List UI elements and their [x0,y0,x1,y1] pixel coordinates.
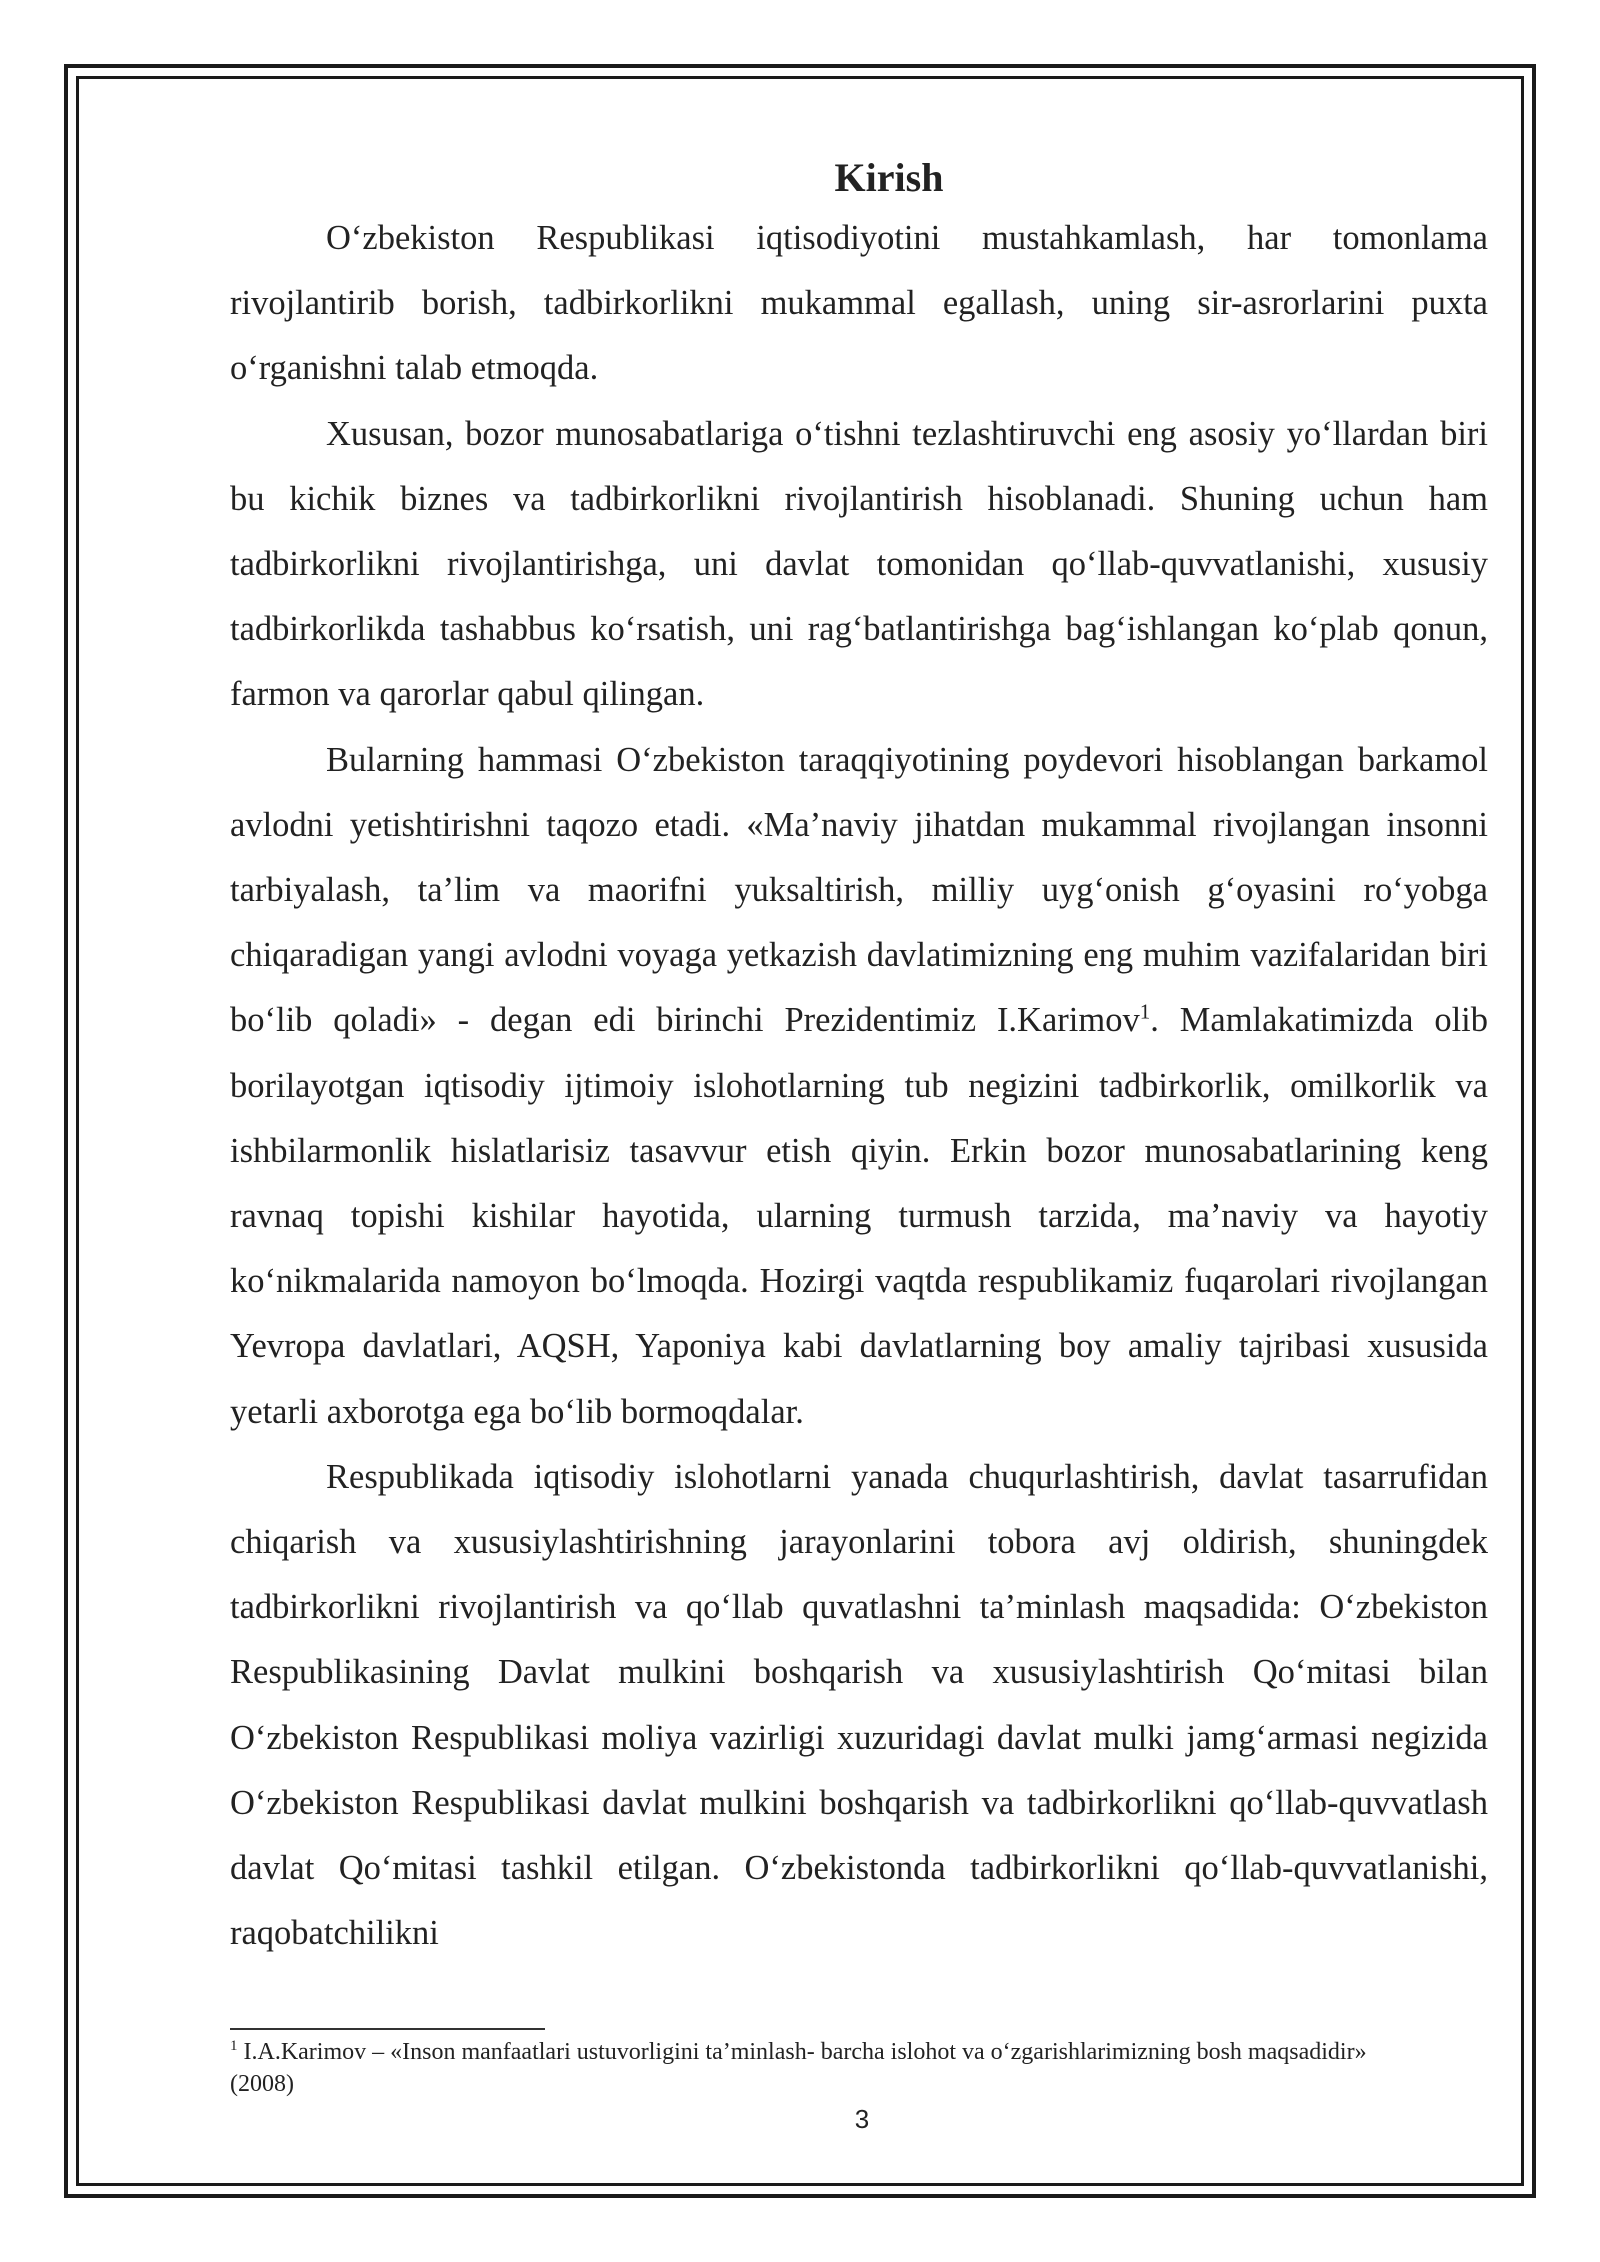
paragraph-3-text-start: Bularning hammasi O‘zbekiston taraqqiyotining poydevori hisoblangan barkamol avlodni yetishtirishni taqozo etadi. «Ma’naviy jihatdan mukammal rivojlangan insonni tarbiyalash, ta’lim va maorifni yuksaltirish, milliy uyg‘onish g‘oyasini ro‘yobga chiqaradigan yangi avlodni voyaga yetkazish davlatimizning eng muhim vazifalaridan biri bo‘lib qoladi» - degan edi birinchi Prezidentimiz I.Karimov [230,740,1488,1040]
footnote-reference: 1 [1139,999,1151,1024]
footnote-text: I.A.Karimov – «Inson manfaatlari ustuvorligini ta’minlash- barcha islohot va o‘zgarishlarimizning bosh maqsadidir» (2008) [230,2039,1367,2097]
paragraph-4: Respublikada iqtisodiy islohotlarni yanada chuqurlashtirish, davlat tasarrufidan chiqarish va xususiylashtirishning jarayonlarini tobora avj oldirish, shuningdek tadbirkorlikni rivojlantirish va qo‘llab quvatlashni ta’minlash maqsadida: O‘zbekiston Respublikasining Davlat mulkini boshqarish va xususiylashtirish Qo‘mitasi bilan O‘zbekiston Respublikasi moliya vazirligi xuzuridagi davlat mulki jamg‘armasi negizida O‘zbekiston Respublikasi davlat mulkini boshqarish va tadbirkorlikni qo‘llab-quvvatlash davlat Qo‘mitasi tashkil etilgan. O‘zbekistonda tadbirkorlikni qo‘llab-quvvatlanishi, raqobatchilikni [230,1457,1488,1953]
footnote-separator [230,2028,545,2030]
paragraph-2: Xususan, bozor munosabatlariga o‘tishni tezlashtiruvchi eng asosiy yo‘llardan biri bu kichik biznes va tadbirkorlikni rivojlantirish hisoblanadi. Shuning uchun ham tadbirkorlikni rivojlantirishga, uni davlat tomonidan qo‘llab-quvvatlanishi, xususiy tadbirkorlikda tashabbus ko‘rsatish, uni rag‘batlantirishga bag‘ishlangan ko‘plab qonun, farmon va qarorlar qabul qilingan. [230,414,1488,714]
paragraph-3-text-end: . Mamlakatimizda olib borilayotgan iqtisodiy ijtimoiy islohotlarning tub negizini tadbirkorlik, omilkorlik va ishbilarmonlik hislatlarisiz tasavvur etish qiyin. Erkin bozor munosabatlarining keng ravnaq topishi kishilar hayotida, ularning turmush tarzida, ma’naviy va hayotiy ko‘nikmalarida namoyon bo‘lmoqda. Hozirgi vaqtda respublikamiz fuqarolari rivojlangan Yevropa davlatlari, AQSH, Yaponiya kabi davlatlarning boy amaliy tajribasi xususida yetarli axborotga ega bo‘lib bormoqdalar. [230,1001,1488,1431]
paragraph-1: O‘zbekiston Respublikasi iqtisodiyotini mustahkamlash, har tomonlama rivojlantirib borish, tadbirkorlikni mukammal egallash, uning sir-asrorlarini puxta o‘rganishni talab etmoqda. [230,219,1488,388]
document-body [230,150,1488,1966]
footnote-mark: 1 [230,2038,238,2054]
page-title: Kirish [834,155,944,200]
footnote [230,2036,1430,2100]
paragraph-3 [230,728,1488,1445]
page-number: 3 [854,2104,870,2134]
